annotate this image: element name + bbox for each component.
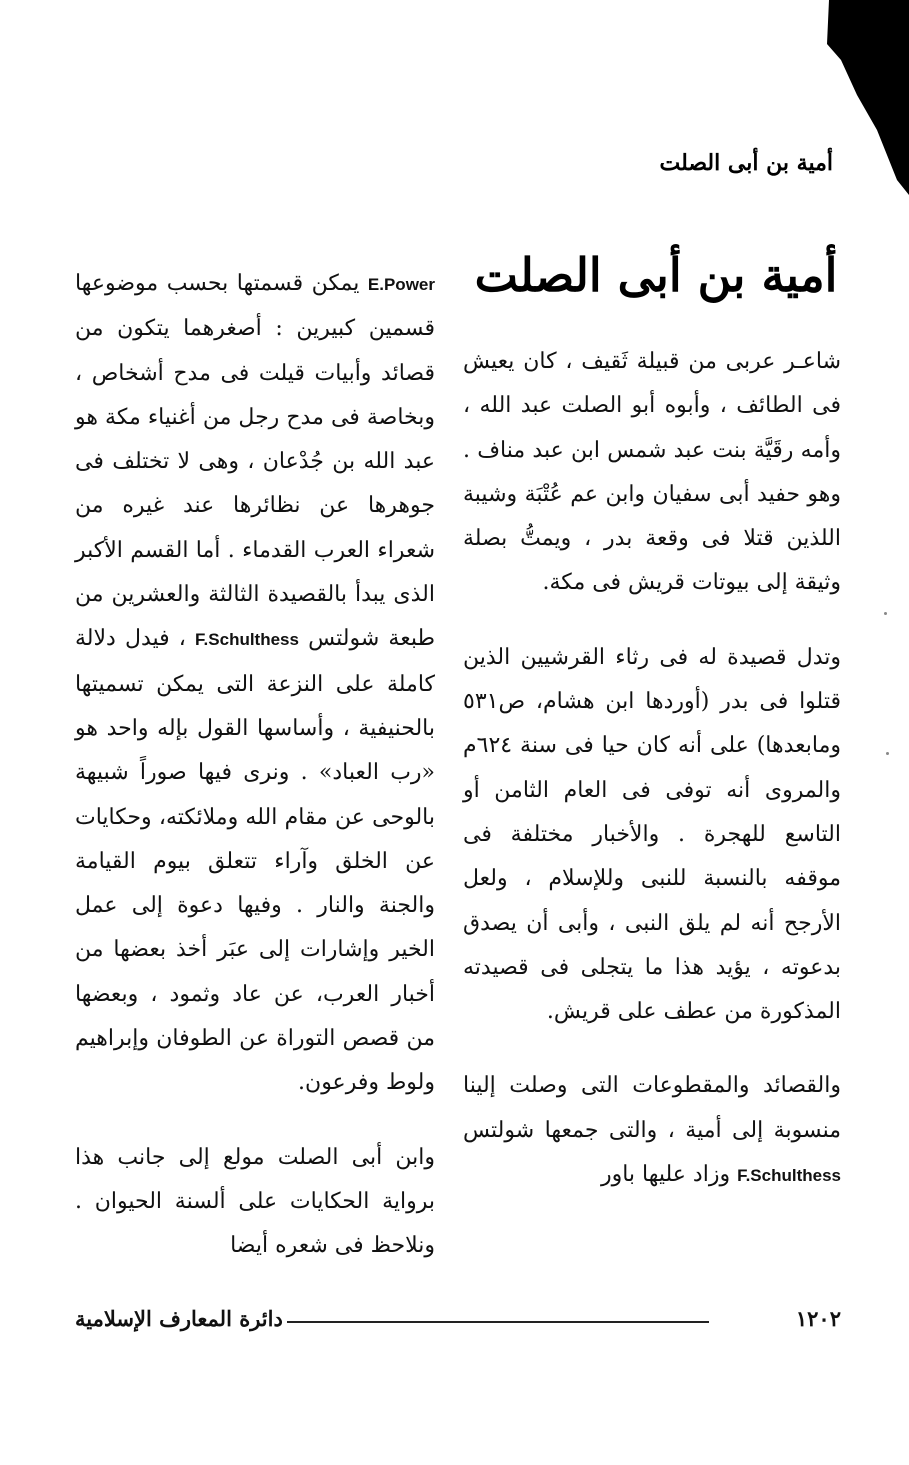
article-title: أمية بن أبى الصلت: [474, 248, 838, 302]
paragraph-poem-themes: [75, 262, 435, 1106]
page-footer: [75, 1306, 841, 1336]
latin-name-power: E.Power: [367, 275, 435, 294]
scan-speck: [884, 612, 887, 615]
paragraph-poem-themes-text-b: ، فيدل دلالة كاملة على النزعة التى يمكن تسميتها بالحنيفية ، وأساسها القول بإله واحد هو «رب العباد» . ونرى فيها صوراً شبيهة بالوحى عن مقام الله وملائكته، وحكايات عن الخلق وآراء تتعلق بيوم القيامة والجنة والنار . وفيها دعوة إلى عمل الخير وإشارات إلى عبَر أخذ بعضها من أخبار العرب، عن عاد وثمود ، وبعضها من قصص التوراة عن الطوفان وإبراهيم ولوط وفرعون.: [75, 626, 435, 1096]
footer-rule: [287, 1321, 709, 1323]
paragraph-animal-tales: وابن أبى الصلت مولع إلى جانب هذا برواية الحكايات على ألسنة الحيوان . ونلاحظ فى شعره أيضا: [75, 1144, 435, 1259]
left-text-column: [75, 262, 435, 1269]
latin-name-schulthess-2: F.Schulthess: [195, 630, 299, 650]
page-number: ١٢٠٢: [795, 1306, 841, 1331]
latin-name-schulthess: F.Schulthess: [737, 1166, 841, 1186]
paragraph-poem-themes-text-a: يمكن قسمتها بحسب موضوعها قسمين كبيرين : أصغرهما يتكون من قصائد وأبيات قيلت فى مدح أشخاص ، وبخاصة فى مدح رجل من أغنياء مكة هو عبد الله بن جُدْعان ، وهى لا تختلف فى جوهرها عن نظائرها عند غيره من شعراء العرب القدماء . أما القسم الأكبر الذى يبدأ بالقصيدة الثالثة والعشرين من طبعة شولتس: [75, 271, 435, 652]
right-text-column: [463, 340, 841, 1198]
scan-speck: [886, 752, 889, 755]
paragraph-poems-collection: [463, 1064, 841, 1198]
running-header-title: أمية بن أبى الصلت: [659, 150, 833, 176]
publication-name: دائرة المعارف الإسلامية: [75, 1306, 283, 1331]
paragraph-poems-collection-text-b: وزاد عليها باور: [600, 1162, 731, 1188]
paragraph-poems-collection-text-a: والقصائد والمقطوعات التى وصلت إلينا منسوبة إلى أمية ، والتى جمعها شولتس: [463, 1073, 841, 1143]
paragraph-badr-elegy: وتدل قصيدة له فى رثاء القرشيين الذين قتلوا فى بدر (أوردها ابن هشام، ص٥٣١ ومابعدها) على أنه كان حيا فى سنة ٦٢٤م والمروى أنه توفى فى العام الثامن أو التاسع للهجرة . والأخبار مختلفة فى موقفه بالنسبة للنبى وللإسلام ، ولعل الأرجح أنه لم يلق النبى ، وأبى أن يصدق بدعوته ، يؤيد هذا ما يتجلى فى قصيدته المذكورة من عطف على قريش.: [463, 644, 841, 1025]
paragraph-intro: شاعـر عربى من قبيلة ثَقيف ، كان يعيش فى الطائف ، وأبوه أبو الصلت عبد الله ، وأمه رقَيَّة بنت عبد شمس ابن عبد مناف . وهو حفيد أبى سفيان وابن عم عُتْبَة وشيبة اللذين قتلا فى وقعة بدر ، ويمتُّ بصلة وثيقة إلى بيوتات قريش فى مكة.: [463, 349, 841, 596]
